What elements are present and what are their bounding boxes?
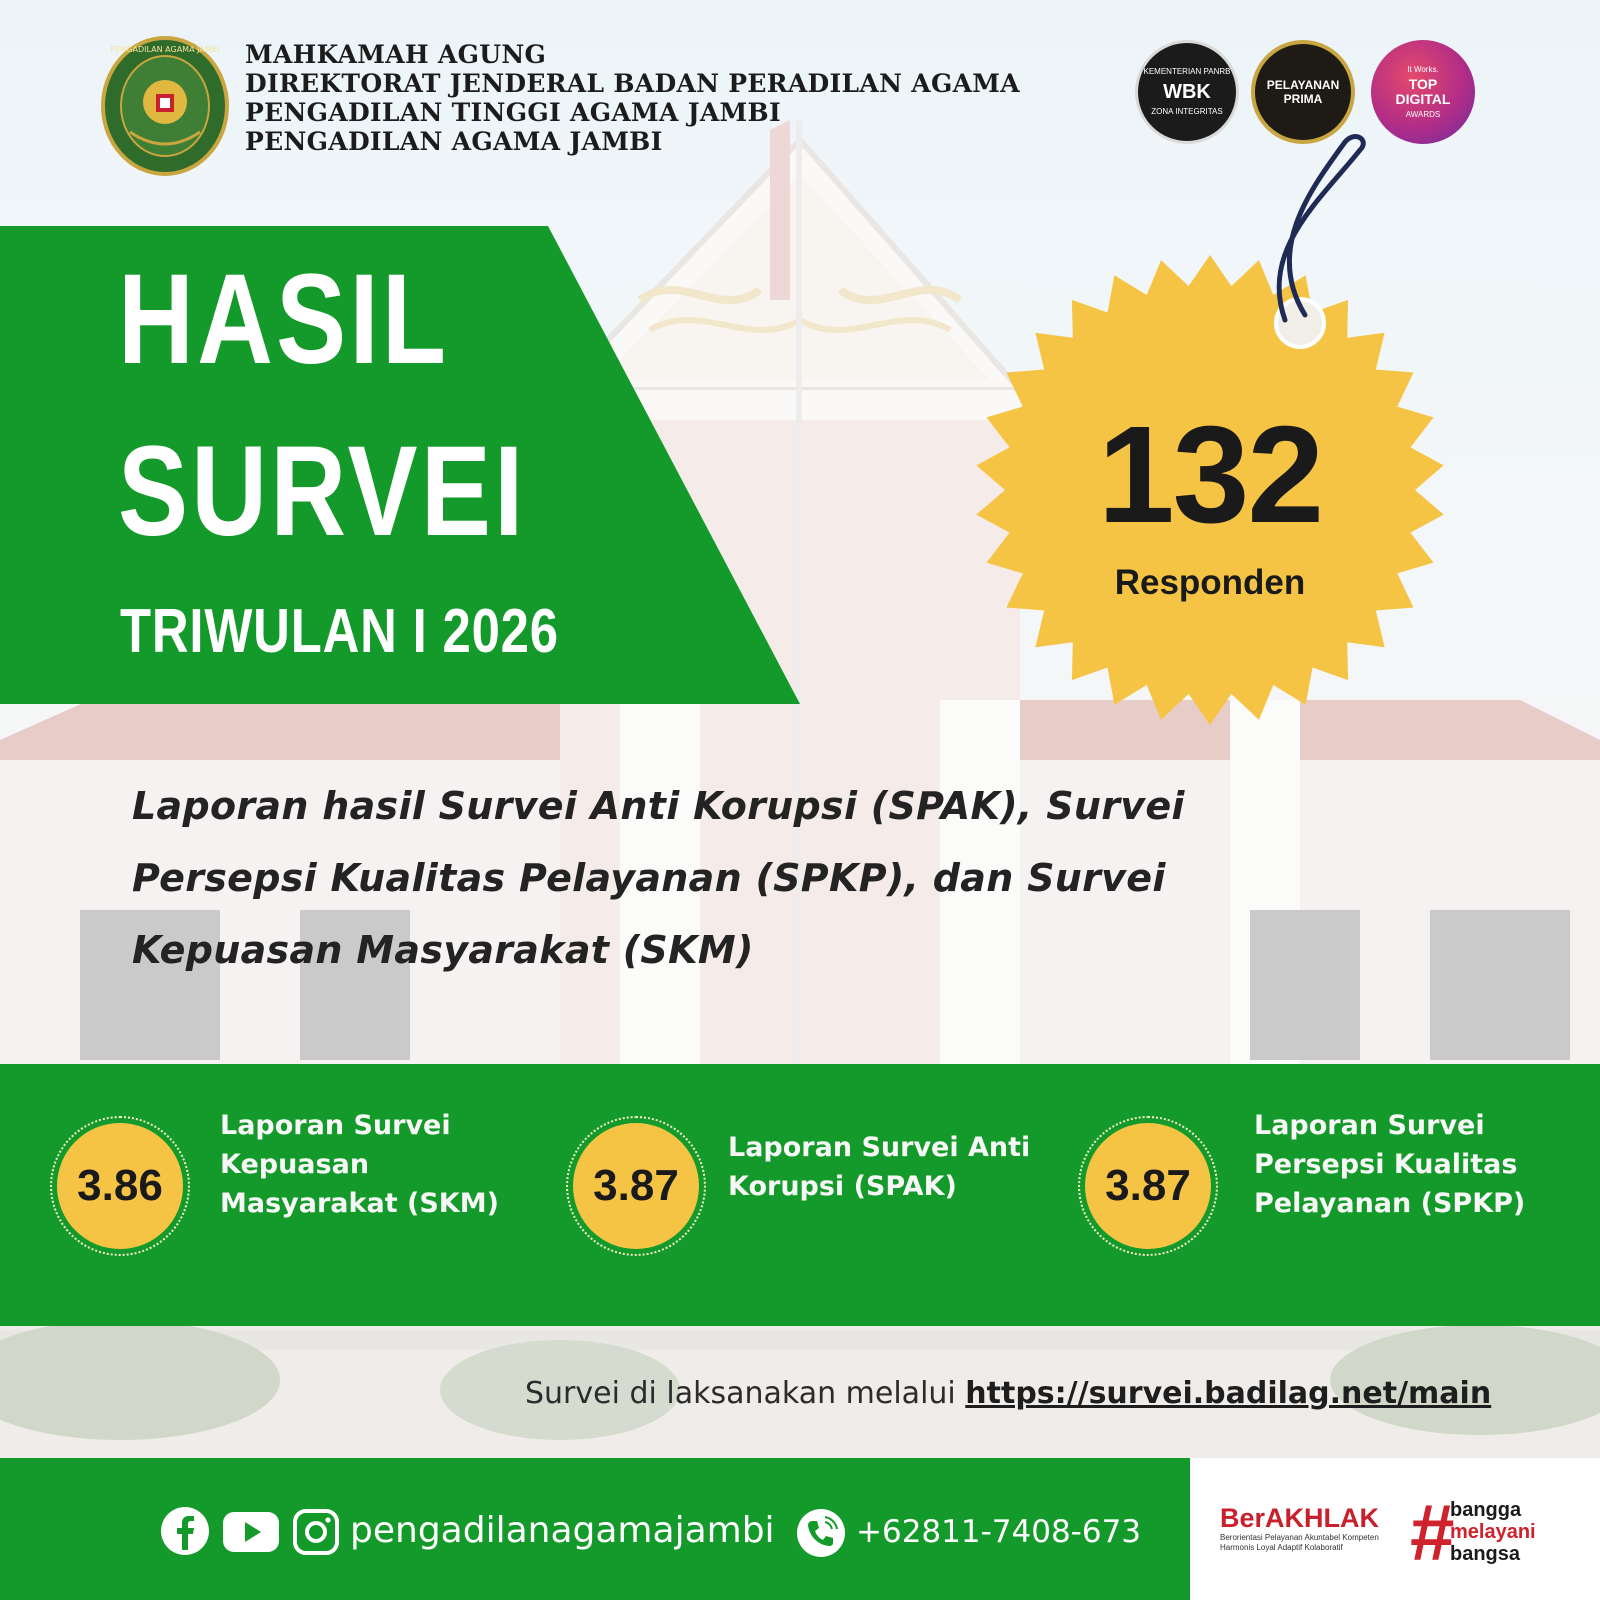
survey-source (525, 1374, 1491, 1414)
title-survei: SURVEI (118, 420, 527, 563)
phone-icon (796, 1508, 846, 1558)
organization-names (245, 40, 1020, 156)
top-digital-awards-badge (1371, 40, 1475, 144)
survey-link[interactable]: https://survei.badilag.net/main (965, 1376, 1492, 1411)
bangga-line2: melayani (1450, 1521, 1536, 1543)
stat-spak-value: 3.87 (573, 1123, 699, 1249)
stat-spkp-label-line3: Pelayanan (SPKP) (1254, 1188, 1526, 1219)
berakhlak-subtitle-1: Berorientasi Pelayanan Akuntabel Kompeten (1220, 1533, 1379, 1542)
title-hasil: HASIL (118, 248, 450, 391)
stat-skm-value: 3.86 (57, 1123, 183, 1249)
berakhlak-title: BerAKHLAK (1220, 1503, 1380, 1533)
top-digital-badge-line1: TOP (1408, 76, 1438, 92)
respondent-label: Responden (1114, 563, 1306, 602)
stat-spkp-label (1254, 1106, 1525, 1223)
bangga-line1: bangga (1450, 1499, 1522, 1521)
facebook-icon[interactable] (160, 1506, 210, 1556)
stat-spak-label-line2: Korupsi (SPAK) (728, 1171, 957, 1202)
respondent-count: 132 (1097, 398, 1323, 552)
title-triwulan: TRIWULAN I 2026 (120, 597, 559, 666)
stat-spkp-value: 3.87 (1085, 1123, 1211, 1249)
berakhlak-subtitle-2: Harmonis Loyal Adaptif Kolaboratif (1220, 1543, 1343, 1552)
description-line-3: Kepuasan Masyarakat (SKM) (132, 928, 754, 972)
stat-skm-label-line3: Masyarakat (SKM) (220, 1188, 499, 1219)
top-digital-badge-brand: It Works. (1407, 65, 1439, 74)
instagram-icon[interactable] (292, 1508, 340, 1556)
pengadilan-agama-seal-logo (100, 36, 230, 176)
stat-spak-label (728, 1128, 1030, 1206)
stat-spak-circle (566, 1116, 706, 1256)
survey-description (132, 770, 1282, 986)
top-digital-badge-line3: AWARDS (1405, 110, 1441, 119)
bangga-melayani-bangsa-logo (1410, 1488, 1580, 1577)
prima-badge-line2: PRIMA (1283, 92, 1323, 106)
wbk-badge-top-text: KEMENTERIAN PANRB (1143, 67, 1231, 76)
stat-skm-circle (50, 1116, 190, 1256)
top-digital-badge-line2: DIGITAL (1395, 91, 1451, 107)
prima-badge-line1: PELAYANAN (1266, 78, 1340, 92)
stat-skm-label-line2: Kepuasan (220, 1149, 370, 1180)
description-line-1: Laporan hasil Survei Anti Korupsi (SPAK), Survei (132, 784, 1185, 828)
pelayanan-prima-badge (1251, 40, 1355, 144)
stat-spkp-circle (1078, 1116, 1218, 1256)
stat-spak-label-line1: Laporan Survei Anti (728, 1132, 1031, 1163)
social-handle[interactable]: pengadilanagamajambi (350, 1510, 775, 1551)
stat-spkp-label-line2: Persepsi Kualitas (1254, 1149, 1518, 1180)
hashtag-icon: # (1410, 1488, 1455, 1577)
org-line-mahkamah-agung: MAHKAMAH AGUNG (245, 40, 547, 69)
stat-skm-label-line1: Laporan Survei (220, 1110, 451, 1141)
survey-source-prefix: Survei di laksanakan melalui (525, 1376, 966, 1411)
description-line-2: Persepsi Kualitas Pelayanan (SPKP), dan Survei (132, 856, 1166, 900)
wbk-badge-main-text: WBK (1163, 81, 1211, 103)
youtube-icon[interactable] (222, 1510, 280, 1554)
org-line-pengadilan-agama: PENGADILAN AGAMA JAMBI (245, 127, 663, 156)
svg-text:PENGADILAN AGAMA JAMBI: PENGADILAN AGAMA JAMBI (110, 45, 220, 54)
berakhlak-logo (1220, 1503, 1379, 1553)
bangga-line3: bangsa (1450, 1543, 1521, 1565)
stat-spkp-label-line1: Laporan Survei (1254, 1110, 1485, 1141)
wbk-badge (1135, 40, 1239, 144)
wbk-badge-bottom-text: ZONA INTEGRITAS (1151, 107, 1223, 116)
org-line-direktorat: DIREKTORAT JENDERAL BADAN PERADILAN AGAMA (245, 69, 1020, 98)
stat-skm-label (220, 1106, 499, 1223)
phone-number[interactable]: +62811-7408-673 (856, 1514, 1142, 1550)
org-line-pengadilan-tinggi: PENGADILAN TINGGI AGAMA JAMBI (245, 98, 781, 127)
